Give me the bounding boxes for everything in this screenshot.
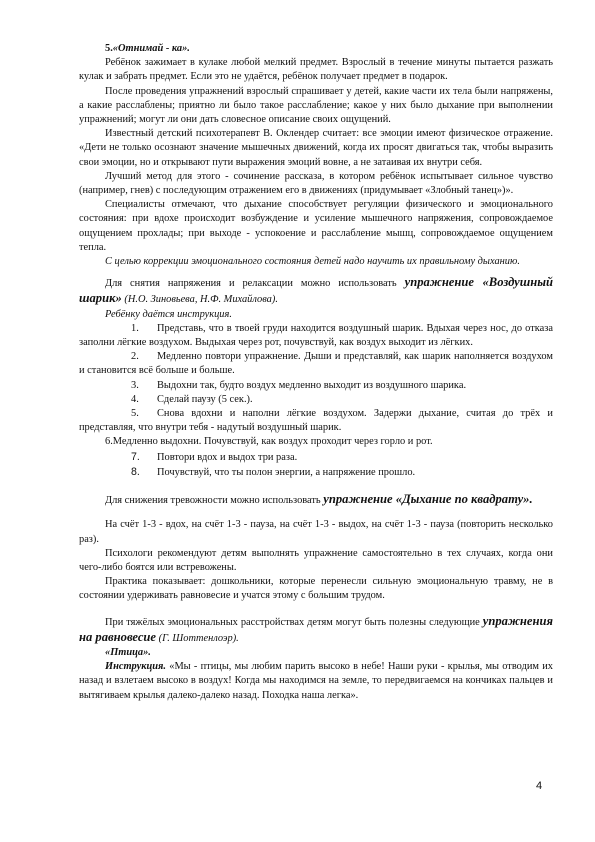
step-text: 6.Медленно выдохни. Почувствуй, как воздух проходит через горло и рот.: [105, 436, 433, 448]
paragraph-3: Известный детский психотерапевт В. Оклендер считает: все эмоции имеют физическое отражение. «Дети не только осознают значение мышечных движений, когда их просят двигаться так, чтобы выразить свои эмоции, но и открывают пути выражения эмоций вовне, а не затаивая их внутри себя.: [79, 128, 553, 168]
steps-list: [79, 322, 553, 480]
balance-exercises-heading: упражнения на равновесие: [79, 613, 553, 644]
step-number: 8.: [131, 465, 140, 478]
step-item: [79, 407, 553, 435]
instruction-text: «Мы - птицы, мы любим парить высоко в небе! Наши руки - крылья, мы отводим их назад и взлетаем высоко в воздух! Когда мы находимся на земле, то передвигаемся на кончиках пальцев и вытягиваем крылья далеко-далеко назад. Походка наша легка».: [79, 661, 553, 701]
paragraph-2: После проведения упражнений взрослый спрашивает у детей, какие части их тела были напряжены, а какие расслаблены; приятно ли было такое расслабление; какое у них было дыхание при выполнении упражнений; могут ли они дать словесное описание своих ощущений.: [79, 85, 553, 126]
step-item: [79, 322, 553, 350]
exercise-title: [79, 42, 553, 56]
exercise-name: «Отнимай - ка».: [112, 43, 190, 54]
step-text: Почувствуй, что ты полон энергии, а напряжение прошло.: [157, 466, 416, 478]
paragraph-11: Психологи рекомендуют детям выполнять упражнение самостоятельно в тех случаях, когда они чего-либо боятся или встревожены.: [79, 547, 553, 573]
paragraph-5: Специалисты отмечают, что дыхание способствует регуляции физического и эмоционального состояния: при вдохе происходит возбуждение и усиление мышечного напряжения, сопровождаемое ощущением прохлады; при выходе - успокоение и расслабление мышц, сопровождаемое ощущением тепла.: [79, 199, 553, 253]
step-text: Выдохни так, будто воздух медленно выходит из воздушного шарика.: [157, 379, 467, 391]
step-item: [79, 379, 553, 393]
step-number: 2.: [131, 351, 139, 363]
step-text: Представь, что в твоей груди находится воздушный шарик. Вдыхая через нос, до отказа заполни лёгкие воздухом. Выдыхая через рот, почувствуй, как воздух выходит из лёгких.: [79, 322, 553, 349]
paragraph-6: С целью коррекции эмоционального состояния детей надо научить их правильному дыханию.: [105, 256, 520, 268]
step-text: Сделай паузу (5 сек.).: [157, 393, 253, 405]
step-number: 7.: [131, 450, 140, 463]
paragraph-10: На счёт 1-3 - вдох, на счёт 1-3 - пауза, на счёт 1-3 - выдох, на счёт 1-3 - пауза (повторить несколько раз).: [79, 519, 553, 545]
step-item: [79, 450, 553, 465]
paragraph-9: [79, 492, 553, 508]
p9-intro: Для снижения тревожности можно использовать: [105, 495, 324, 507]
step-number: 1.: [131, 322, 139, 334]
page-content: [79, 42, 553, 703]
step-text: Снова вдохни и наполни лёгкие воздухом. Задержи дыхание, считая до трёх и представляя, что внутри тебя - надутый воздушный шарик.: [79, 408, 553, 434]
instruction-heading: Ребёнку даётся инструкция.: [105, 308, 232, 320]
exercise-number: 5.: [105, 43, 113, 54]
p7-authors: (Н.О. Зиновьева, Н.Ф. Михайлова).: [121, 294, 278, 306]
step-item: [79, 350, 553, 378]
p13-intro: При тяжёлых эмоциональных расстройствах детям могут быть полезны следующие: [105, 616, 483, 628]
paragraph-12: Практика показывает: дошкольники, которые перенесли сильную эмоциональную травму, не в состоянии удерживать равновесие и учатся этому с большим трудом.: [79, 576, 553, 602]
paragraph-13: [79, 614, 553, 646]
instruction-label: Инструкция.: [105, 661, 166, 673]
step-number: 4.: [131, 393, 139, 405]
paragraph-1: Ребёнок зажимает в кулаке любой мелкий предмет. Взрослый в течение минуты пытается разжать кулак и забрать предмет. Если это не удаётся, ребёнок получает предмет в подарок.: [79, 57, 553, 83]
exercise-square-breathing-name: упражнение «Дыхание по квадрату».: [323, 492, 533, 507]
step-item: [79, 393, 553, 407]
exercise-balloon-name: упражнение «Воздушный шарик»: [79, 275, 553, 306]
step-item: [79, 465, 553, 480]
p13-author: (Г. Шоттенлоэр).: [156, 632, 239, 644]
step-text: Повтори вдох и выдох три раза.: [157, 451, 298, 463]
step-text: Медленно повтори упражнение. Дыши и представляй, как шарик наполняется воздухом и становится всё больше и больше.: [79, 351, 553, 377]
step-item: [79, 435, 553, 449]
step-number: 5.: [131, 408, 139, 420]
paragraph-7: [79, 275, 553, 307]
page-number: 4: [536, 780, 543, 792]
paragraph-4: Лучший метод для этого - сочинение рассказа, в котором ребёнок испытывает сильное чувство (например, гнев) с последующим отражением его в движениях (придумывает «Злобный танец»)».: [79, 170, 553, 197]
exercise-bird-title: «Птица».: [105, 646, 151, 658]
p7-intro: Для снятия напряжения и релаксации можно использовать: [105, 278, 405, 290]
paragraph-15: [79, 660, 553, 703]
step-number: 3.: [131, 379, 139, 391]
